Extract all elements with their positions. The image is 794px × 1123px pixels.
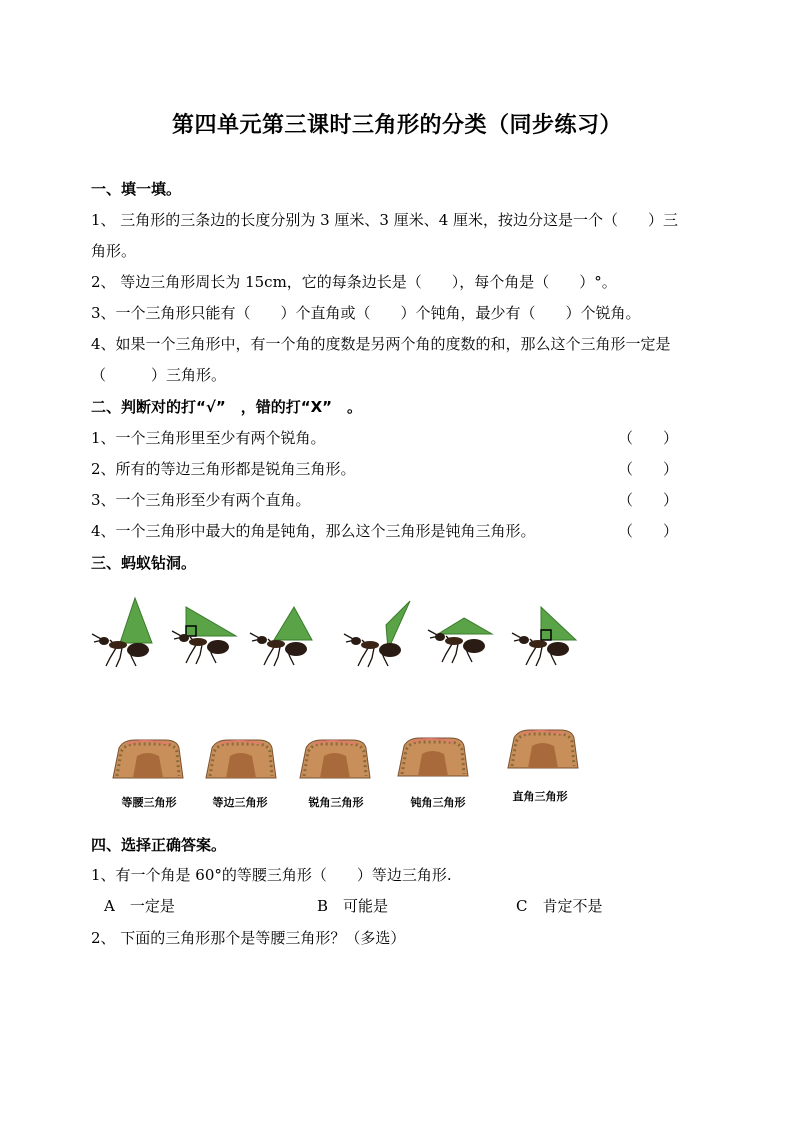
ant-1 [92, 598, 152, 667]
hole-label-2: 等边三角形 [212, 796, 268, 809]
s1-q1-line2: 角形。 [91, 242, 137, 260]
s2-item-1-answer: （ ） [618, 429, 679, 447]
s1-q2: 2、 等边三角形周长为 15cm，它的每条边长是（ ），每个角是（ ）°。 [91, 273, 617, 291]
ant-4 [344, 601, 410, 667]
ant-5 [428, 618, 492, 663]
page-title: 第四单元第三课时三角形的分类（同步练习） [171, 113, 622, 138]
section3-heading: 三、蚂蚁钻洞。 [91, 554, 197, 572]
hole-5-icon [508, 730, 578, 768]
s1-q4-line1: 4、如果一个三角形中，有一个角的度数是另两个角的度数的和，那么这个三角形一定是 [91, 335, 671, 353]
section1-heading: 一、填一填。 [91, 180, 182, 198]
s4-choice-a: A 一定是 [104, 897, 175, 915]
hole-4-icon [398, 738, 468, 776]
ant-2 [172, 607, 236, 664]
hole-label-1: 等腰三角形 [121, 796, 177, 809]
hole-label-5: 直角三角形 [512, 790, 568, 803]
s4-choice-b: B 可能是 [317, 897, 389, 915]
s4-choice-c: C 肯定不是 [516, 897, 603, 915]
ant-3 [250, 607, 312, 666]
hole-3-icon [300, 740, 370, 778]
s1-q1-line1: 1、 三角形的三条边的长度分别为 3 厘米、3 厘米、4 厘米，按边分这是一个（ ）三 [91, 211, 679, 229]
s1-q4-line2: （ ）三角形。 [91, 366, 227, 384]
section2-heading: 二、判断对的打“√” ，错的打“X” 。 [91, 398, 363, 416]
s2-item-3-answer: （ ） [618, 491, 679, 509]
hole-2-icon [206, 740, 276, 778]
ant-6 [512, 607, 576, 666]
s4-q2: 2、 下面的三角形那个是等腰三角形？（多选） [91, 929, 406, 947]
s1-q3: 3、一个三角形只能有（ ）个直角或（ ）个钝角，最少有（ ）个锐角。 [91, 304, 641, 322]
hole-label-4: 钝角三角形 [410, 796, 466, 809]
hole-1-icon [113, 740, 183, 778]
hole-label-3: 锐角三角形 [308, 796, 364, 809]
s2-item-2-answer: （ ） [618, 460, 679, 478]
s2-item-4-answer: （ ） [618, 522, 679, 540]
s2-item-1: 1、一个三角形里至少有两个锐角。 [91, 429, 326, 447]
s4-q1: 1、有一个角是 60°的等腰三角形（ ）等边三角形. [91, 866, 452, 884]
s2-item-2: 2、所有的等边三角形都是锐角三角形。 [91, 460, 356, 478]
s2-item-3: 3、一个三角形至少有两个直角。 [91, 491, 311, 509]
s2-item-4: 4、一个三角形中最大的角是钝角，那么这个三角形是钝角三角形。 [91, 522, 536, 540]
section4-heading: 四、选择正确答案。 [91, 836, 227, 854]
